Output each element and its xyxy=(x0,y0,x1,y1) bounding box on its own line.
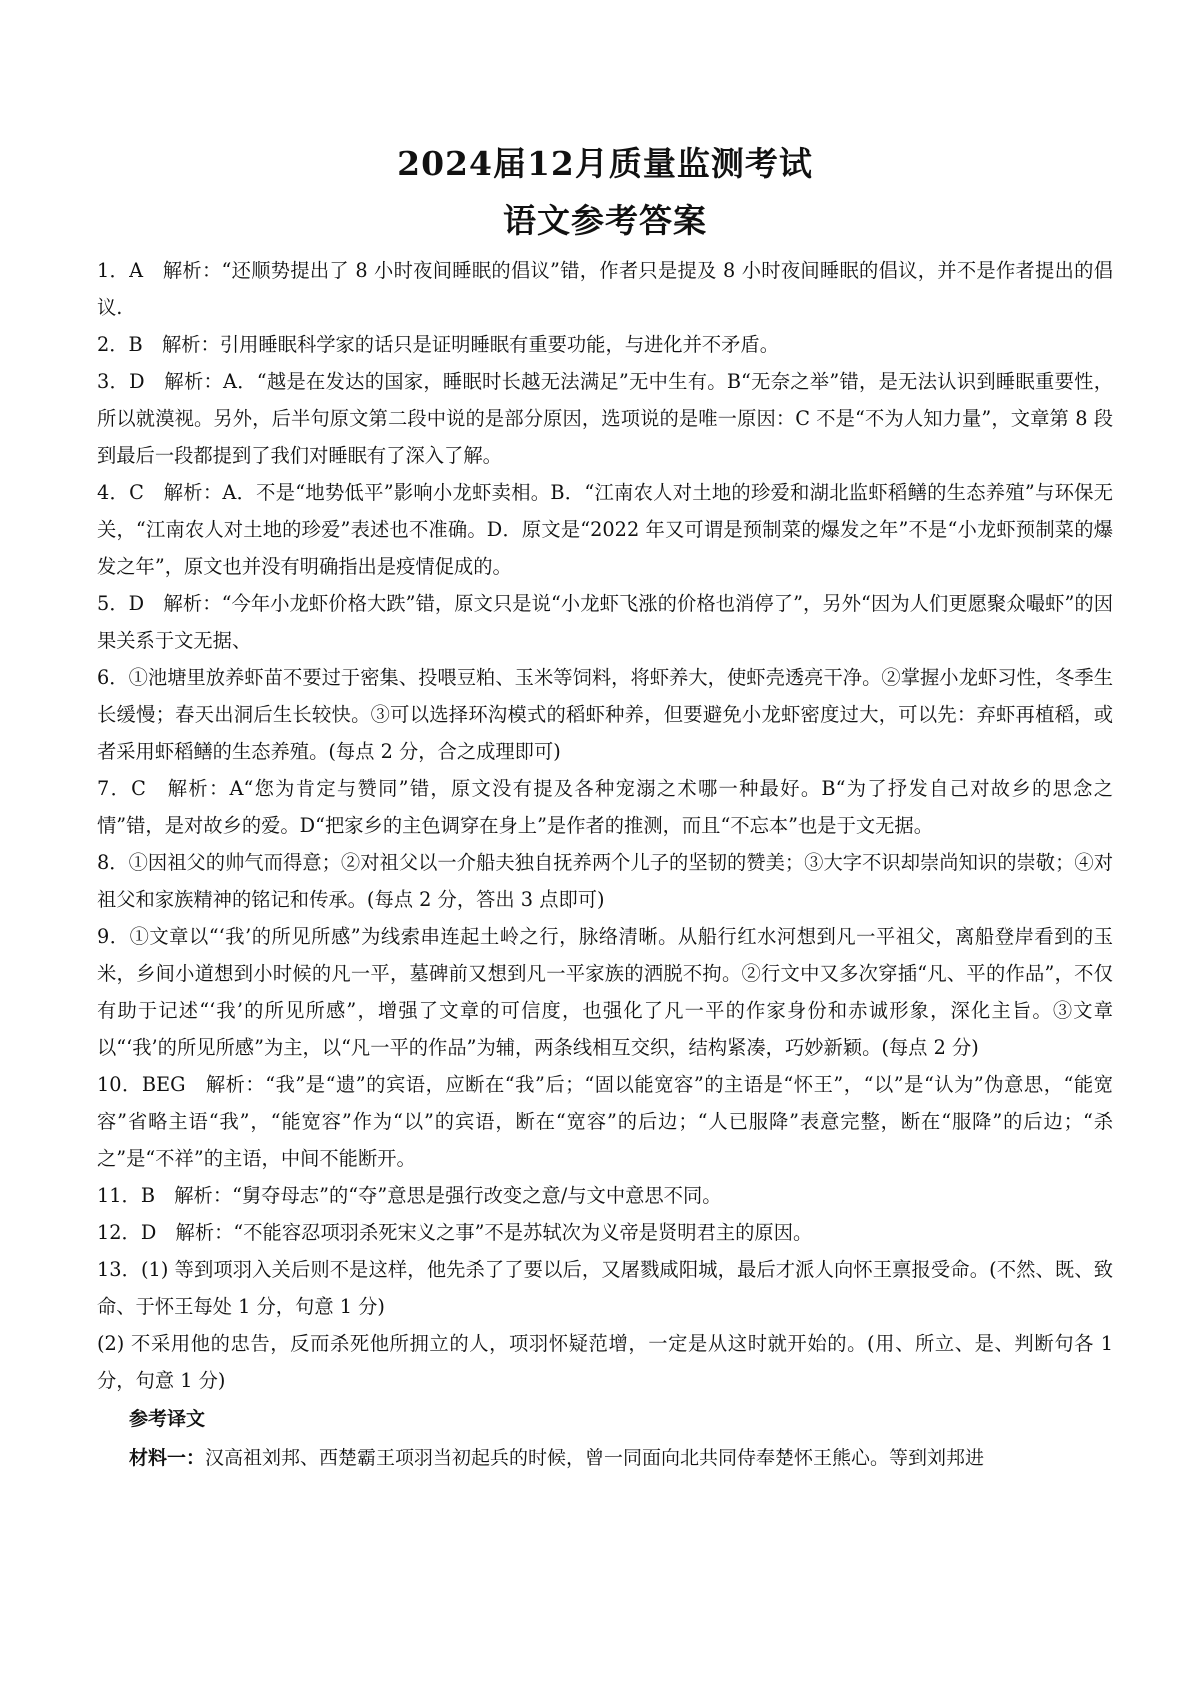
answer-key-title: 语文参考答案 xyxy=(503,201,707,240)
answer-item-3: 3．D 解析：A．“越是在发达的国家，睡眠时长越无法满足”无中生有。B“无奈之举”错，是无法认识到睡眠重要性，所以就漠视。另外，后半句原文第二段中说的是部分原因，选项说的是唯一原因：C 不是“不为人知力量”，文章第 8 段到最后一段都提到了我们对睡眠有了深入了解。 xyxy=(97,370,1113,467)
answer-item-4: 4．C 解析：A．不是“地势低平”影响小龙虾卖相。B．“江南农人对土地的珍爱和湖北监虾稻鳝的生态养殖”与环保无关，“江南农人对土地的珍爱”表述也不准确。D．原文是“2022 年又可谓是预制菜的爆发之年”不是“小龙虾预制菜的爆发之年”，原文也并没有明确指出是疫情促成的。 xyxy=(97,481,1113,578)
reference-material-label: 材料一： xyxy=(129,1447,206,1469)
answer-item-12: 12．D 解析：“不能容忍项羽杀死宋义之事”不是苏轼次为义帝是贤明君主的原因。 xyxy=(97,1221,813,1244)
reference-translation-paragraph xyxy=(97,1439,1113,1477)
answer-item-6: 6．①池塘里放养虾苗不要过于密集、投喂豆粕、玉米等饲料，将虾养大，使虾壳透亮干净。②掌握小龙虾习性，冬季生长缓慢；春天出洞后生长较快。③可以选择环沟模式的稻虾种养，但要避免小龙虾密度过大，可以先：弃虾再植稻，或者采用虾稻鳝的生态养殖。(每点 2 分，合之成理即可) xyxy=(97,666,1113,763)
answer-item-7: 7．C 解析：A“您为肯定与赞同”错，原文没有提及各种宠溺之术哪一种最好。B“为了抒发自己对故乡的思念之情”错，是对故乡的爱。D“把家乡的主色调穿在身上”是作者的推测，而且“不忘本”也是于文无据。 xyxy=(97,777,1113,837)
answer-item-13-part-1: 13．(1) 等到项羽入关后则不是这样，他先杀了了要以后，又屠戮咸阳城，最后才派人向怀王禀报受命。(不然、既、致命、于怀王每处 1 分，句意 1 分) xyxy=(97,1258,1113,1318)
answer-item-13-part-2: (2) 不采用他的忠告，反而杀死他所拥立的人，项羽怀疑范增，一定是从这时就开始的。(用、所立、是、判断句各 1 分，句意 1 分) xyxy=(97,1332,1113,1392)
answer-item-11: 11．B 解析：“舅夺母志”的“夺”意思是强行改变之意/与文中意思不同。 xyxy=(97,1184,722,1207)
reference-material-text: 汉高祖刘邦、西楚霸王项羽当初起兵的时候，曾一同面向北共同侍奉楚怀王熊心。等到刘邦进 xyxy=(205,1447,985,1469)
reference-translation-title: 参考译文 xyxy=(129,1408,206,1430)
answer-item-9: 9．①文章以“‘我’的所见所感”为线索串连起土岭之行，脉络清晰。从船行红水河想到凡一平祖父，离船登岸看到的玉米，乡间小道想到小时候的凡一平，墓碑前又想到凡一平家族的洒脱不拘。②行文中又多次穿插“凡、平的作品”，不仅有助于记述“‘我’的所见所感”，增强了文章的可信度，也强化了凡一平的作家身份和赤诚形象，深化主旨。③文章以“‘我’的所见所感”为主，以“凡一平的作品”为辅，两条线相互交织，结构紧凑，巧妙新颖。(每点 2 分) xyxy=(97,925,1113,1059)
answer-item-8: 8．①因祖父的帅气而得意；②对祖父以一介船夫独自抚养两个儿子的坚韧的赞美；③大字不识却崇尚知识的崇敬；④对祖父和家族精神的铭记和传承。(每点 2 分，答出 3 点即可) xyxy=(97,851,1113,911)
answer-item-5: 5．D 解析：“今年小龙虾价格大跌”错，原文只是说“小龙虾飞涨的价格也消停了”，另外“因为人们更愿聚众嘬虾”的因果关系于文无据、 xyxy=(97,592,1113,652)
answer-sheet-page xyxy=(97,140,1113,1477)
answer-item-2: 2．B 解析：引用睡眠科学家的话只是证明睡眠有重要功能，与进化并不矛盾。 xyxy=(97,333,779,356)
answer-item-1: 1．A 解析：“还顺势提出了 8 小时夜间睡眠的倡议”错，作者只是提及 8 小时夜间睡眠的倡议，并不是作者提出的倡议. xyxy=(97,259,1113,319)
answer-list xyxy=(97,252,1113,1399)
exam-title: 2024届12月质量监测考试 xyxy=(397,144,813,183)
answer-item-10: 10．BEG 解析：“我”是“遗”的宾语，应断在“我”后；“固以能宽容”的主语是“怀王”，“以”是“认为”伪意思，“能宽容”省略主语“我”，“能宽容”作为“以”的宾语，断在“宽容”的后边；“人已服降”表意完整，断在“服降”的后边；“杀之”是“不祥”的主语，中间不能断开。 xyxy=(97,1073,1113,1170)
